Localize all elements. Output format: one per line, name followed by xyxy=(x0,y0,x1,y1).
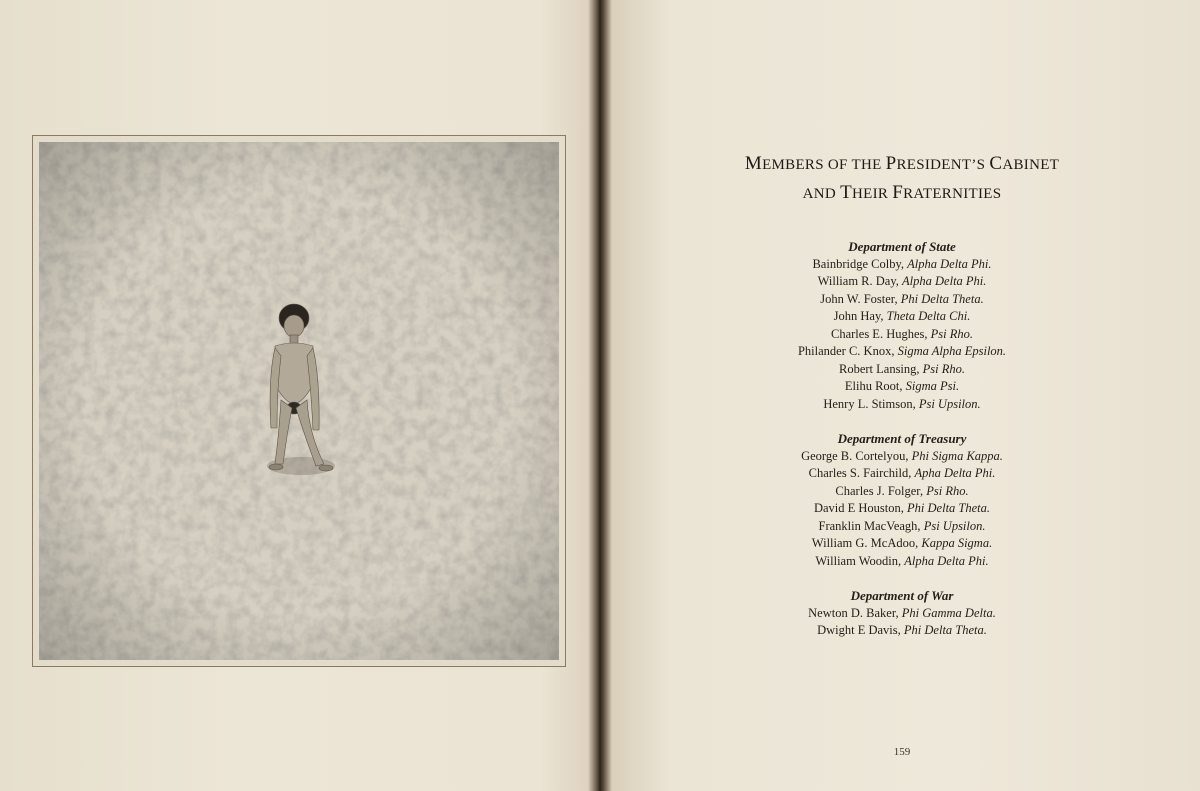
member-name: Bainbridge Colby, xyxy=(812,256,908,271)
department-heading: Department of Treasury xyxy=(837,431,967,446)
title-word-1: EMBERS OF THE xyxy=(762,157,886,173)
member-fraternity: Apha Delta Phi. xyxy=(914,466,996,480)
member-name: Dwight E Davis, xyxy=(817,623,904,637)
member-fraternity: Alpha Delta Phi. xyxy=(907,256,992,271)
left-page xyxy=(0,0,596,791)
title-word-3: ABINET xyxy=(1002,157,1060,173)
title-cap-2: P xyxy=(885,153,897,174)
title-line-2 xyxy=(604,179,1200,208)
member-name: Elihu Root, xyxy=(844,379,906,393)
member-fraternity: Psi Rho. xyxy=(926,483,969,498)
member-entry xyxy=(604,465,1200,483)
member-fraternity: Sigma Alpha Epsilon. xyxy=(897,344,1007,358)
member-name: David E Houston, xyxy=(813,501,908,515)
member-entry xyxy=(604,518,1200,536)
member-entry xyxy=(604,535,1200,553)
member-fraternity: Psi Upsilon. xyxy=(918,396,981,411)
page-number: 159 xyxy=(893,746,911,758)
member-entry xyxy=(604,343,1200,361)
member-name: George B. Cortelyou, xyxy=(801,448,912,463)
cabinet-list xyxy=(604,238,1200,657)
member-name: William G. McAdoo, xyxy=(811,536,922,550)
member-fraternity: Sigma Psi. xyxy=(905,379,960,393)
member-entry xyxy=(604,326,1200,344)
member-name: Robert Lansing, xyxy=(838,361,923,376)
member-fraternity: Alpha Delta Phi. xyxy=(902,274,987,288)
right-page xyxy=(604,0,1200,791)
member-entry xyxy=(604,308,1200,326)
photo-frame xyxy=(32,135,566,667)
department-block xyxy=(604,430,1200,570)
member-fraternity: Kappa Sigma. xyxy=(921,536,993,550)
title-cap-6: F xyxy=(892,182,904,203)
member-fraternity: Psi Rho. xyxy=(922,361,966,376)
member-name: Henry L. Stimson, xyxy=(823,396,919,411)
member-name: Charles E. Hughes, xyxy=(831,326,931,341)
member-entry xyxy=(604,361,1200,379)
department-block xyxy=(604,238,1200,413)
member-name: John W. Foster, xyxy=(820,291,901,306)
title-line-1 xyxy=(604,150,1200,179)
member-name: William Woodin, xyxy=(815,553,905,568)
department-block xyxy=(604,587,1200,640)
title-word-6: RATERNITIES xyxy=(903,186,1002,202)
member-name: Franklin MacVeagh, xyxy=(818,518,924,533)
title-word-5: HEIR xyxy=(851,186,893,202)
member-entry xyxy=(604,291,1200,309)
title-cap-3: C xyxy=(989,153,1003,174)
member-entry xyxy=(604,622,1200,640)
member-name: Charles S. Fairchild, xyxy=(808,466,915,480)
member-fraternity: Phi Delta Theta. xyxy=(907,501,991,515)
member-entry xyxy=(604,448,1200,466)
member-name: Charles J. Folger, xyxy=(835,483,927,498)
beach-photo xyxy=(39,142,559,660)
department-heading: Department of War xyxy=(850,588,954,603)
member-name: John Hay, xyxy=(833,309,887,323)
title-cap-1: M xyxy=(744,153,763,174)
member-entry xyxy=(604,396,1200,414)
title-word-2: RESIDENT’S xyxy=(896,157,990,173)
department-heading: Department of State xyxy=(848,239,956,254)
member-entry xyxy=(604,378,1200,396)
page-title xyxy=(604,150,1200,208)
member-name: Philander C. Knox, xyxy=(797,344,898,358)
member-entry xyxy=(604,500,1200,518)
member-entry xyxy=(604,483,1200,501)
member-entry xyxy=(604,273,1200,291)
member-fraternity: Psi Upsilon. xyxy=(923,518,986,533)
member-fraternity: Phi Sigma Kappa. xyxy=(911,448,1003,463)
member-fraternity: Psi Rho. xyxy=(930,326,973,341)
member-fraternity: Alpha Delta Phi. xyxy=(904,553,989,568)
member-fraternity: Phi Delta Theta. xyxy=(903,623,987,637)
member-fraternity: Phi Gamma Delta. xyxy=(901,605,996,620)
member-entry xyxy=(604,256,1200,274)
member-name: Newton D. Baker, xyxy=(808,605,902,620)
member-name: William R. Day, xyxy=(817,274,903,288)
member-entry xyxy=(604,553,1200,571)
member-fraternity: Theta Delta Chi. xyxy=(886,309,971,323)
member-fraternity: Phi Delta Theta. xyxy=(900,291,984,306)
title-cap-5: T xyxy=(840,182,852,203)
title-word-4: AND xyxy=(802,186,841,202)
member-entry xyxy=(604,605,1200,623)
